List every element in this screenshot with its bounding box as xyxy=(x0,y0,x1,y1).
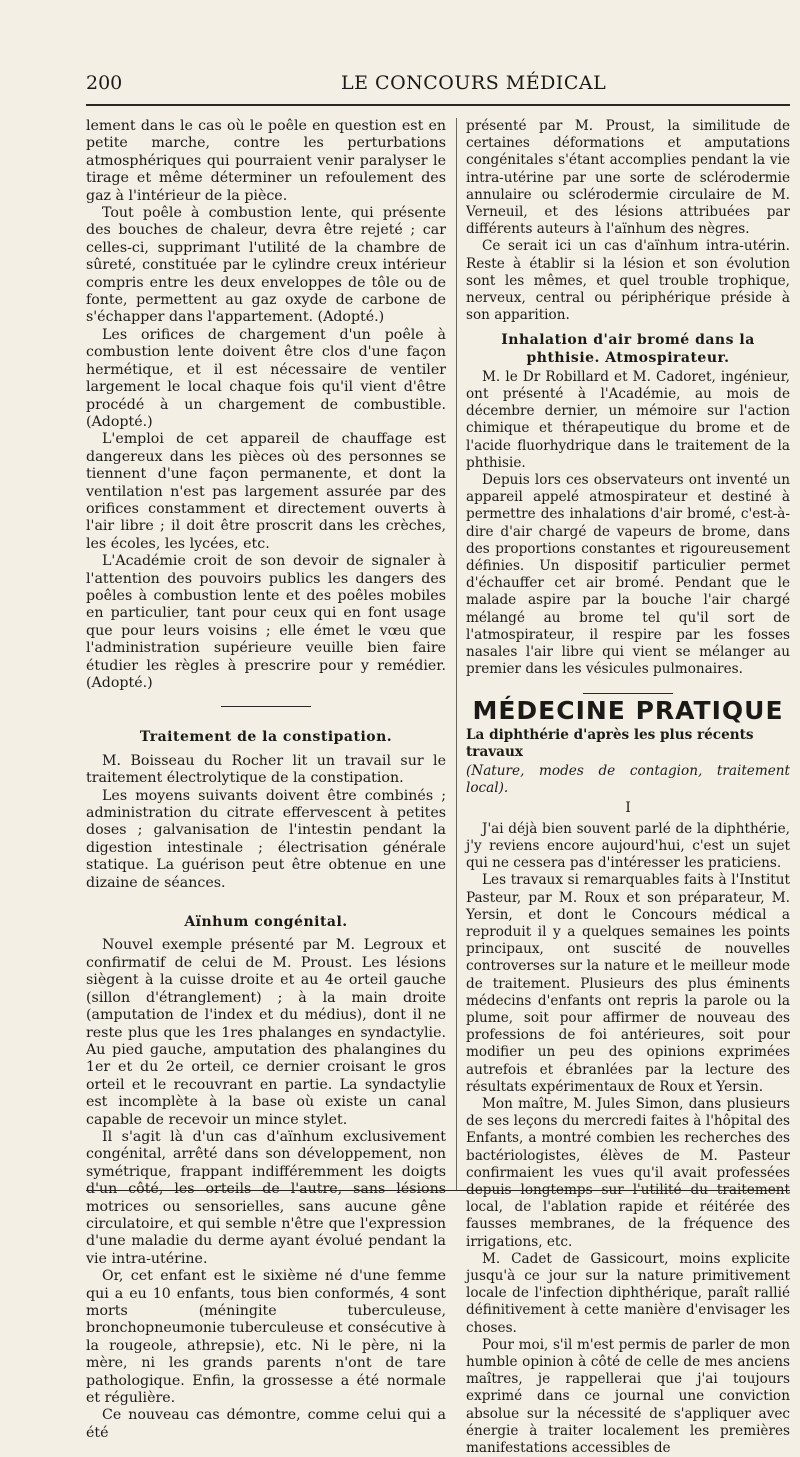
paragraph: Nouvel exemple présenté par M. Legroux et confirmatif de celui de M. Proust. Les lésions siègent à la cuisse droite et au 4e orteil gauche (sillon d'étranglement) ; à la main droite (amputation de l'index et du médius), dont il ne reste plus que les 1res phalanges en syndactylie. Au pied gauche, amputation des phalangines du 1er et du 2e orteil, ce dernier croisant le gros orteil et le recouvrant en partie. La syndactylie est incomplète à la base où existe un canal capable de recevoir un mince stylet. xyxy=(86,937,446,1128)
section-heading-ainhum: Aïnhum congénital. xyxy=(184,914,348,931)
page-header xyxy=(86,72,790,96)
paragraph: présenté par M. Proust, la similitude de certaines déformations et amputations congénitales s'étant accomplies pendant la vie intra-utérine par une sorte de sclérodermie annulaire ou sclérodermie circulaire de M. Verneuil, et des lésions attribuées par différents auteurs à l'aïnhum des nègres. xyxy=(466,118,790,238)
paragraph: M. Cadet de Gassicourt, moins explicite jusqu'à ce jour sur la nature primitivement locale de l'infection diphthérique, paraît rallié définitivement à cette manière d'envisager les choses. xyxy=(466,1250,790,1336)
paragraph: Les travaux si remarquables faits à l'Institut Pasteur, par M. Roux et son préparateur, M. Yersin, et dont le Concours médical a reproduit il y a quelques semaines les points principaux, ont suscité de nouvelles controverses sur la nature et le meilleur mode de traitement. Plusieurs des plus éminents médecins d'enfants ont repris la parole ou la plume, soit pour affirmer de nouveau des professions de foi antérieures, soit pour modifier un peu des opinions exprimées autrefois et ébranlées par la lecture des résultats expérimentaux de Roux et Yersin. xyxy=(466,872,790,1095)
section-heading-constipation: Traitement de la constipation. xyxy=(139,729,393,746)
paragraph: Les moyens suivants doivent être combinés ; administration du citrate effervescent à petites doses ; galvanisation de l'intestin pendant la digestion intestinale ; électrisation générale statique. La guérison peut être obtenue en une dizaine de séances. xyxy=(86,787,446,891)
paragraph: Or, cet enfant est le sixième né d'une femme qui a eu 10 enfants, tous bien conformés, 4 sont morts (méningite tuberculeuse, bronchopneumonie tuberculeuse et consécutive à la rougeole, athrepsie), etc. Ni le père, ni la mère, ni les grands parents n'ont de tare pathologique. Enfin, la grossesse a été normale et régulière. xyxy=(86,1268,446,1407)
right-column xyxy=(466,118,790,1457)
paragraph: M. le Dr Robillard et M. Cadoret, ingénieur, ont présenté à l'Académie, au mois de décembre dernier, un mémoire sur l'action chimique et thérapeutique du brome et de l'acide fluorhydrique dans le traitement de la phthisie. xyxy=(466,368,790,471)
section-rule xyxy=(221,706,311,707)
paragraph: L'Académie croit de son devoir de signaler à l'attention des pouvoirs publics les dangers des poêles à combustion lente et des poêles mobiles en particulier, tant pour ceux qui en font usage que pour leurs voisins ; elle émet le vœu que l'administration supérieure veuille bien faire étudier les règles à prescrire pour y remédier. (Adopté.) xyxy=(86,553,446,691)
paragraph: Mon maître, M. Jules Simon, dans plusieurs de ses leçons du mercredi faites à l'hôpital des Enfants, a montré combien les recherches des bactériologistes, élèves de M. Pasteur confirmaient les vues qu'il avait professées depuis longtemps sur l'utilité du traitement local, de l'ablation rapide et réitérée des fausses membranes, de la fréquence des irrigations, etc. xyxy=(466,1095,790,1250)
paragraph: Depuis lors ces observateurs ont inventé un appareil appelé atmospirateur et destiné à permettre des inhalations d'air bromé, c'est-à-dire d'air chargé de vapeurs de brome, dans des proportions constantes et rigoureusement définies. Un dispositif particulier permet d'échauffer cet air bromé. Pendant que le malade aspire par la bouche l'air chargé mélangé au brome tel qu'il sort de l'atmospirateur, il respire par les fosses nasales l'air libre qui vient se mélanger au premier dans les vésicules pulmonaires. xyxy=(466,472,790,678)
page-number: 200 xyxy=(86,72,123,94)
paragraph: Il s'agit là d'un cas d'aïnhum exclusivement congénital, arrêté dans son développement, non symétrique, frappant indifféremment les doigts d'un côté, les orteils de l'autre, sans lésions motrices ou sensorielles, sans aucune gêne circulatoire, et qui semble n'être que l'expression d'une maladie du derme ayant évolué pendant la vie intra-utérine. xyxy=(86,1128,446,1267)
header-rule xyxy=(86,104,790,106)
section-rule xyxy=(583,693,673,694)
paragraph: lement dans le cas où le poêle en question est en petite marche, contre les perturbations atmosphériques qui pourraient venir paralyser le tirage et même déterminer un refoulement des gaz à l'intérieur de la pièce. xyxy=(86,118,446,204)
article-subtitle: (Nature, modes de contagion, traitement local). xyxy=(466,763,790,797)
roman-numeral: I xyxy=(625,799,631,816)
paragraph: Tout poêle à combustion lente, qui présente des bouches de chaleur, devra être rejeté ; car celles-ci, supprimant l'utilité de la chambre de sûreté, constituée par le cylindre creux intérieur compris entre les deux enveloppes de tôle ou de fonte, permettent au gaz oxyde de carbone de s'échapper dans l'appartement. (Adopté.) xyxy=(86,205,446,326)
running-title: LE CONCOURS MÉDICAL xyxy=(341,72,607,94)
section-banner-medecine-pratique: MÉDECINE PRATIQUE xyxy=(472,695,784,725)
paragraph: J'ai déjà bien souvent parlé de la diphthérie, j'y reviens encore aujourd'hui, c'est un sujet qui ne cessera pas d'intéresser les praticiens. xyxy=(466,820,790,872)
paragraph: Les orifices de chargement d'un poêle à combustion lente doivent être clos d'une façon hermétique, et il est nécessaire de ventiler largement le local chaque fois qu'il vient d'être procédé à un chargement de combustible. (Adopté.) xyxy=(86,326,446,430)
paragraph: Ce nouveau cas démontre, comme celui qui a été xyxy=(86,1407,446,1441)
column-divider xyxy=(456,118,457,1190)
paragraph: Ce serait ici un cas d'aïnhum intra-utérin. Reste à établir si la lésion et son évolution sont les mêmes, et quel trouble trophique, nerveux, central ou périphérique préside à son apparition. xyxy=(466,238,790,324)
paragraph: Pour moi, s'il m'est permis de parler de mon humble opinion à côté de celle de mes anciens maîtres, je rappellerai que j'ai toujours exprimé dans ce journal une conviction absolue sur la nécessité de s'appliquer avec énergie à traiter localement les premières manifestations accessibles de xyxy=(466,1336,790,1457)
paragraph: L'emploi de cet appareil de chauffage est dangereux dans les pièces où des personnes se tiennent d'une façon permanente, et dont la ventilation n'est pas largement assurée par des orifices constamment et directement ouverts à l'air libre ; il doit être proscrit dans les crèches, les écoles, les lycées, etc. xyxy=(86,431,446,552)
paragraph: M. Boisseau du Rocher lit un travail sur le traitement électrolytique de la constipation. xyxy=(86,752,446,787)
article-title: La diphthérie d'après les plus récents travaux xyxy=(466,726,754,760)
section-heading-inhalation: Inhalation d'air bromé dans la phthisie. Atmospirateur. xyxy=(501,332,755,366)
footer-rule xyxy=(86,1190,790,1191)
left-column xyxy=(86,118,446,1442)
